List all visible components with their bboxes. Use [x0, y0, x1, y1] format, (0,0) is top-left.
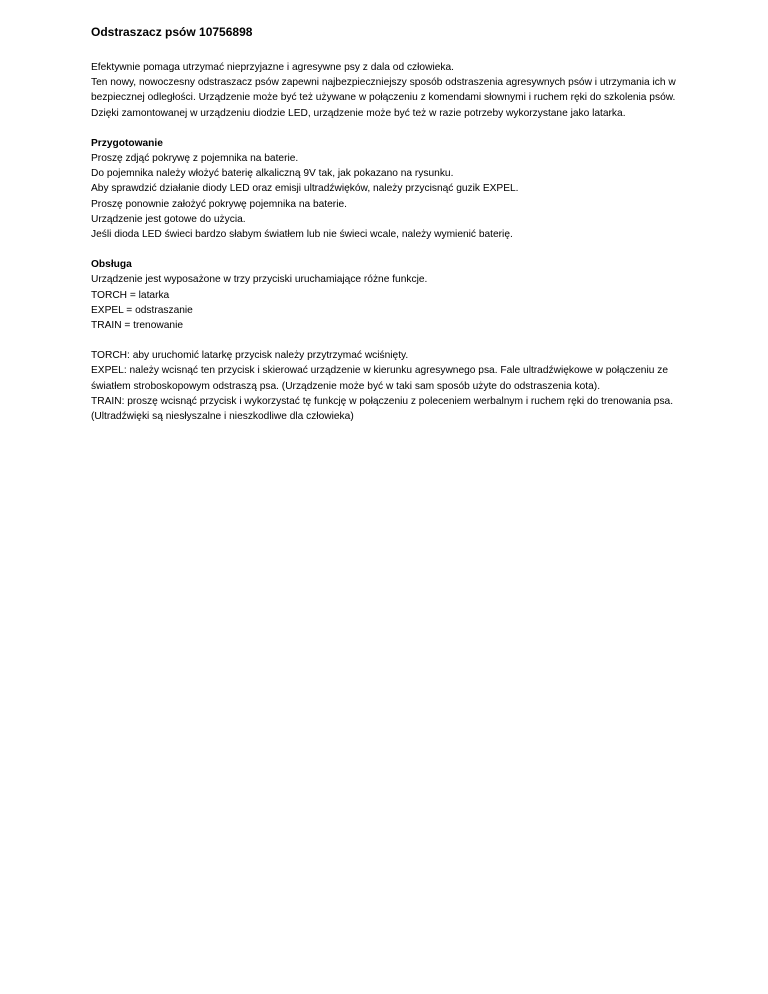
functions-section: [91, 348, 691, 424]
document-title: Odstraszacz psów 10756898: [91, 25, 253, 39]
intro-line: Dzięki zamontowanej w urządzeniu diodzie LED, urządzenie może być też w razie potrzeby wykorzystane jako latarka.: [91, 107, 626, 119]
preparation-line: Jeśli dioda LED świeci bardzo słabym światłem lub nie świeci wcale, należy wymienić baterię.: [91, 229, 513, 241]
preparation-line: Aby sprawdzić działanie diody LED oraz emisji ultradźwięków, należy przycisnąć guzik EXPEL.: [91, 183, 519, 195]
preparation-heading: Przygotowanie: [91, 137, 163, 149]
operation-line: TORCH = latarka: [91, 289, 170, 301]
document-page: [91, 24, 691, 424]
function-description: EXPEL: należy wcisnąć ten przycisk i skierować urządzenie w kierunku agresywnego psa. Fale ultradźwiękowe w połączeniu ze światłem stroboskopowym odstraszą psa. (Urządzenie może być w taki sam sposób użyte do odstraszenia kota).: [91, 365, 668, 392]
operation-line: Urządzenie jest wyposażone w trzy przyciski uruchamiające różne funkcje.: [91, 274, 428, 286]
operation-line: EXPEL = odstraszanie: [91, 304, 193, 316]
preparation-line: Proszę ponownie założyć pokrywę pojemnika na baterie.: [91, 198, 347, 210]
intro-line: Ten nowy, nowoczesny odstraszacz psów zapewni najbezpieczniejszy sposób odstraszenia agresywnych psów i utrzymania ich w bezpiecznej odległości. Urządzenie może być też używane w połączeniu z komendami słownymi i ruchem ręki do szkolenia psów.: [91, 77, 676, 104]
preparation-line: Urządzenie jest gotowe do użycia.: [91, 213, 246, 225]
preparation-section: [91, 136, 691, 242]
operation-line: TRAIN = trenowanie: [91, 320, 184, 332]
preparation-line: Proszę zdjąć pokrywę z pojemnika na baterie.: [91, 153, 299, 165]
operation-heading: Obsługa: [91, 259, 132, 271]
function-description: TRAIN: proszę wcisnąć przycisk i wykorzystać tę funkcję w połączeniu z poleceniem werbalnym i ruchem ręki do trenowania psa. (Ultradźwięki są niesłyszalne i nieszkodliwe dla człowieka): [91, 395, 674, 423]
preparation-line: Do pojemnika należy włożyć baterię alkaliczną 9V tak, jak pokazano na rysunku.: [91, 168, 454, 180]
operation-section: [91, 257, 691, 333]
function-description: TORCH: aby uruchomić latarkę przycisk należy przytrzymać wciśnięty.: [91, 350, 409, 362]
intro-section: [91, 60, 691, 121]
intro-line: Efektywnie pomaga utrzymać nieprzyjazne i agresywne psy z dala od człowieka.: [91, 62, 454, 73]
